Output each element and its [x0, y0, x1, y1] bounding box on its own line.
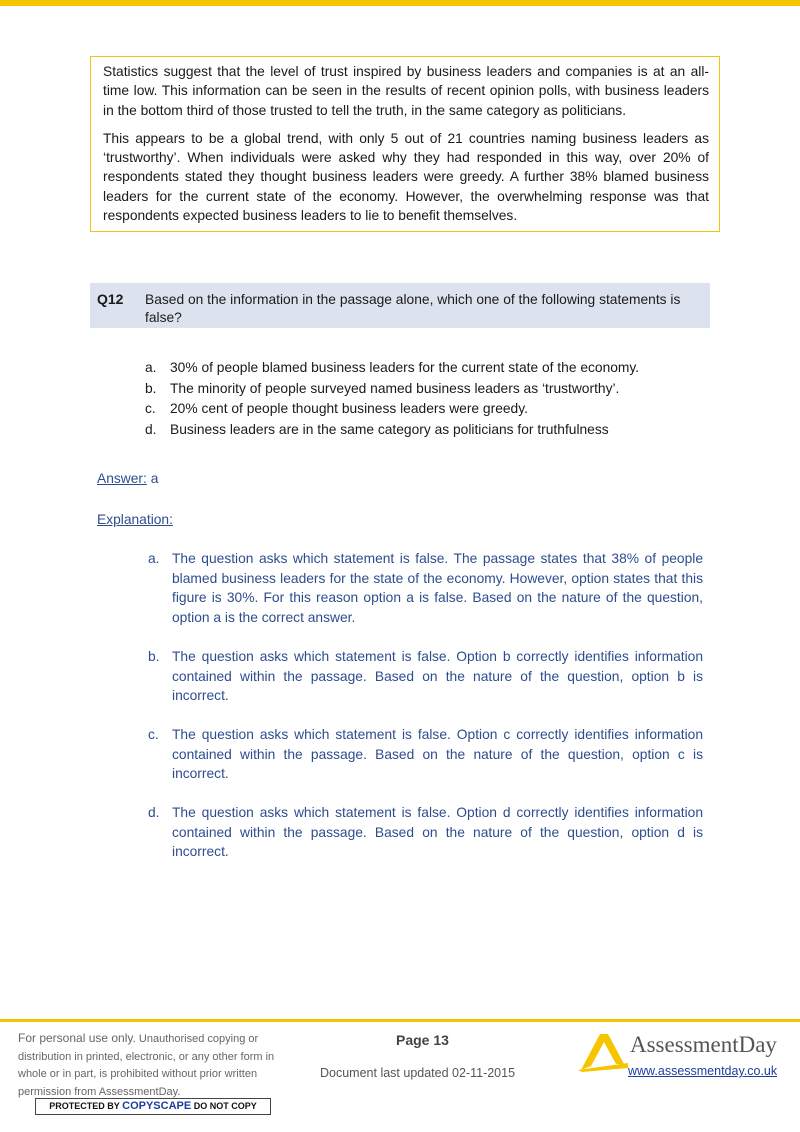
- passage-box: [90, 56, 720, 232]
- option-a: [145, 358, 745, 379]
- explanation-letter: d.: [148, 805, 160, 820]
- option-letter: a.: [145, 360, 157, 375]
- option-text: The minority of people surveyed named business leaders as ‘trustworthy’.: [170, 380, 620, 396]
- explanation-title: Explanation:: [97, 512, 173, 527]
- copyscape-prefix: PROTECTED BY: [49, 1101, 120, 1111]
- explanation-item-d: [148, 803, 703, 862]
- copyscape-brand: COPYSCAPE: [122, 1100, 192, 1112]
- answer-options: [145, 358, 745, 440]
- passage-paragraph: This appears to be a global trend, with only 5 out of 21 countries naming business leaders as ‘trustworthy’. When individuals were asked why they had responded in this way, over 20% of respondents stated they thought business leaders were greedy. A further 38% blamed business leaders for the current state of the economy. However, the overwhelming response was that respondents expected business leaders to lie to benefit themselves.: [103, 130, 709, 224]
- answer-value: a: [150, 471, 159, 486]
- option-letter: b.: [145, 380, 157, 396]
- document-updated: Document last updated 02-11-2015: [320, 1066, 516, 1080]
- top-accent-bar: [0, 0, 800, 6]
- notice-lead: For personal use only.: [18, 1031, 136, 1045]
- answer-label: Answer:: [97, 471, 147, 486]
- copyscape-suffix: DO NOT COPY: [193, 1101, 257, 1111]
- option-c: [145, 399, 745, 420]
- question-header: [90, 283, 710, 328]
- page-number: Page 13: [396, 1032, 449, 1048]
- option-letter: c.: [145, 401, 156, 416]
- option-text: 30% of people blamed business leaders for the current state of the economy.: [170, 360, 640, 375]
- option-b: [145, 379, 745, 400]
- answer-line: [97, 471, 158, 486]
- question-text: Based on the information in the passage alone, which one of the following statements is false?: [145, 292, 681, 325]
- explanation-item-b: [148, 647, 703, 706]
- passage-paragraph: Statistics suggest that the level of trust inspired by business leaders and companies is at an all-time low. This information can be seen in the results of recent opinion polls, with business leaders in the bottom third of those trusted to tell the truth, in the same category as politicians.: [103, 64, 709, 118]
- copyright-notice: [18, 1030, 298, 1101]
- explanation-text: The question asks which statement is false. Option d correctly identifies information contained within the passage. Based on the nature of the question, option d is incorrect.: [172, 805, 703, 859]
- explanation-text: The question asks which statement is false. Option c correctly identifies information contained within the passage. Based on the nature of the question, option c is incorrect.: [172, 727, 703, 781]
- notice-text: Unauthorised copying or distribution in printed, electronic, or any other form in whole or in part, is prohibited without prior written permission from AssessmentDay.: [18, 1033, 275, 1098]
- question-number: Q12: [97, 291, 124, 307]
- option-text: 20% cent of people thought business leaders were greedy.: [170, 401, 528, 416]
- explanation-item-c: [148, 725, 703, 784]
- explanation-text: The question asks which statement is false. The passage states that 38% of people blamed business leaders for the state of the economy. However, option states that this figure is 30%. For this reason option a is false. Based on the nature of the question, option a is the correct answer.: [172, 551, 703, 625]
- explanation-item-a: [148, 549, 703, 627]
- copyscape-badge[interactable]: [35, 1098, 271, 1115]
- option-d: [145, 420, 745, 441]
- explanation-letter: b.: [148, 649, 160, 664]
- explanation-letter: c.: [148, 727, 159, 742]
- explanation-letter: a.: [148, 551, 160, 566]
- option-text: Business leaders are in the same category as politicians for truthfulness: [170, 421, 609, 437]
- footer-divider: [0, 1019, 800, 1022]
- explanation-text: The question asks which statement is false. Option b correctly identifies information contained within the passage. Based on the nature of the question, option b is incorrect.: [172, 649, 703, 703]
- brand-url-link[interactable]: www.assessmentday.co.uk: [628, 1064, 778, 1078]
- brand-name: AssessmentDay: [630, 1032, 777, 1057]
- assessmentday-logo-icon: [578, 1030, 628, 1072]
- option-letter: d.: [145, 421, 157, 437]
